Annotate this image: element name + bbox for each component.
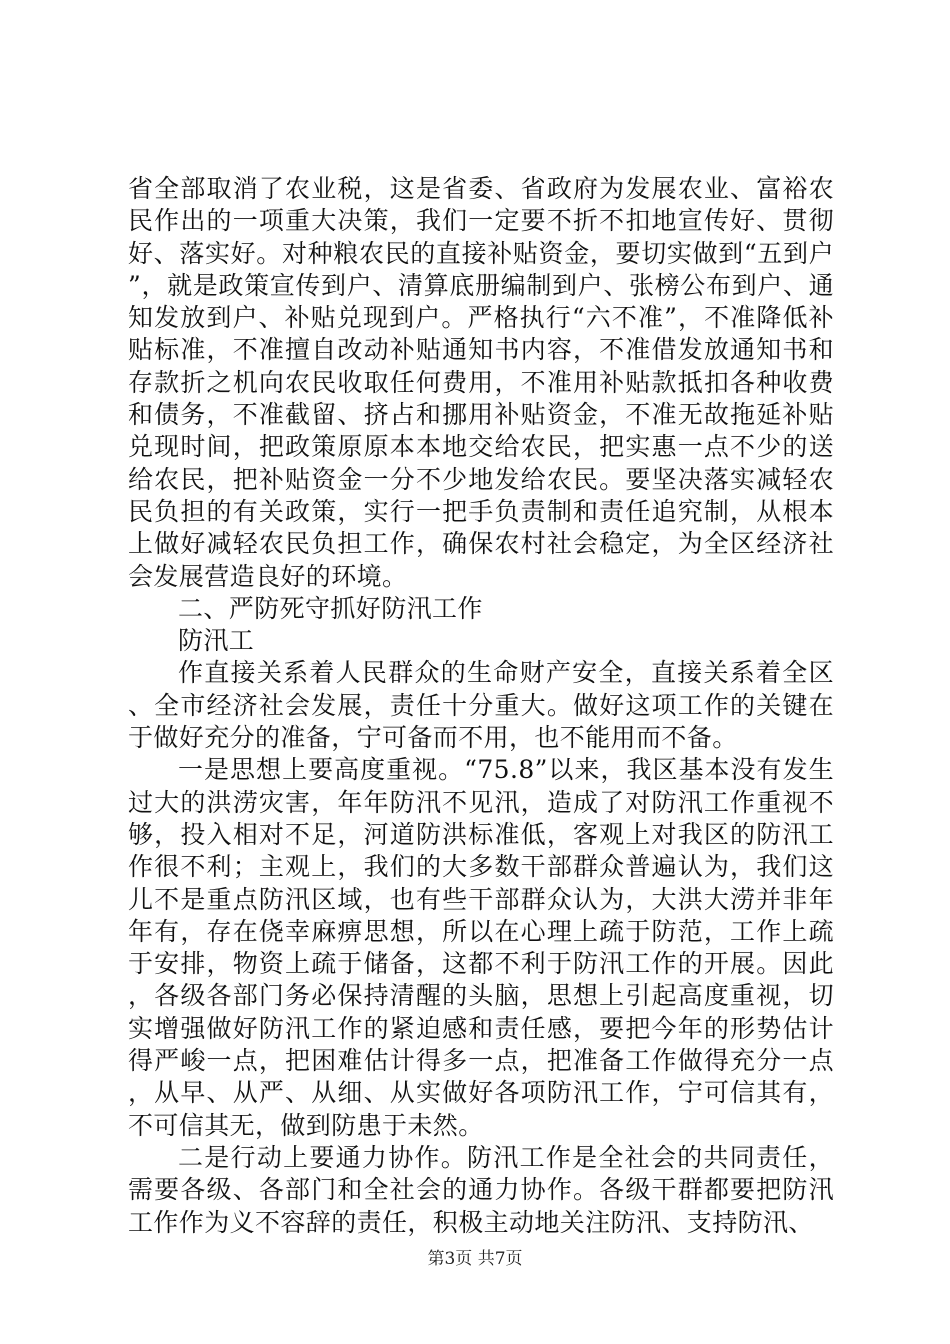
document-body: [128, 173, 834, 1239]
section-heading: 二、严防死守抓好防汛工作: [178, 593, 483, 623]
paragraph-point-one: 一是思想上要高度重视。“75.8”以来，我区基本没有发生过大的洪涝灾害，年年防汛不见汛，造成了对防汛工作重视不够，投入相对不足，河道防洪标准低，客观上对我区的防汛工作很不利；主观上，我们的大多数干部群众普遍认为，我们这儿不是重点防汛区域，也有些干部群众认为，大洪大涝并非年年有，存在侥幸麻痹思想，所以在心理上疏于防范，工作上疏于安排，物资上疏于储备，这都不利于防汛工作的开展。因此，各级各部门务必保持清醒的头脑，思想上引起高度重视，切实增强做好防汛工作的紧迫感和责任感，要把今年的形势估计得严峻一点，把困难估计得多一点，把准备工作做得充分一点，从早、从严、从细、从实做好各项防汛工作，宁可信其有，不可信其无，做到防患于未然。: [128, 755, 834, 1140]
page-number-footer: 第3页 共7页: [427, 1249, 523, 1269]
paragraph-continuation: 省全部取消了农业税，这是省委、省政府为发展农业、富裕农民作出的一项重大决策，我们一定要不折不扣地宣传好、贯彻好、落实好。对种粮农民的直接补贴资金，要切实做到“五到户”，就是政策宣传到户、清算底册编制到户、张榜公布到户、通知发放到户、补贴兑现到户。严格执行“六不准”，不准降低补贴标准，不准擅自改动补贴通知书内容，不准借发放通知书和存款折之机向农民收取任何费用，不准用补贴款抵扣各种收费和债务，不准截留、挤占和挪用补贴资金，不准无故拖延补贴兑现时间，把政策原原本本地交给农民，把实惠一点不少的送给农民，把补贴资金一分不少地发给农民。要坚决落实减轻农民负担的有关政策，实行一把手负责制和责任追究制，从根本上做好减轻农民负担工作，确保农村社会稳定，为全区经济社会发展营造良好的环境。: [128, 174, 834, 591]
paragraph-fragment: 防汛工: [178, 626, 255, 656]
paragraph-flood-control-intro: 作直接关系着人民群众的生命财产安全，直接关系着全区、全市经济社会发展，责任十分重大。做好这项工作的关键在于做好充分的准备，宁可备而不用，也不能用而不备。: [128, 658, 834, 753]
paragraph-point-two: 二是行动上要通力协作。防汛工作是全社会的共同责任，需要各级、各部门和全社会的通力协作。各级干群都要把防汛工作作为义不容辞的责任，积极主动地关注防汛、支持防汛、: [128, 1142, 834, 1237]
